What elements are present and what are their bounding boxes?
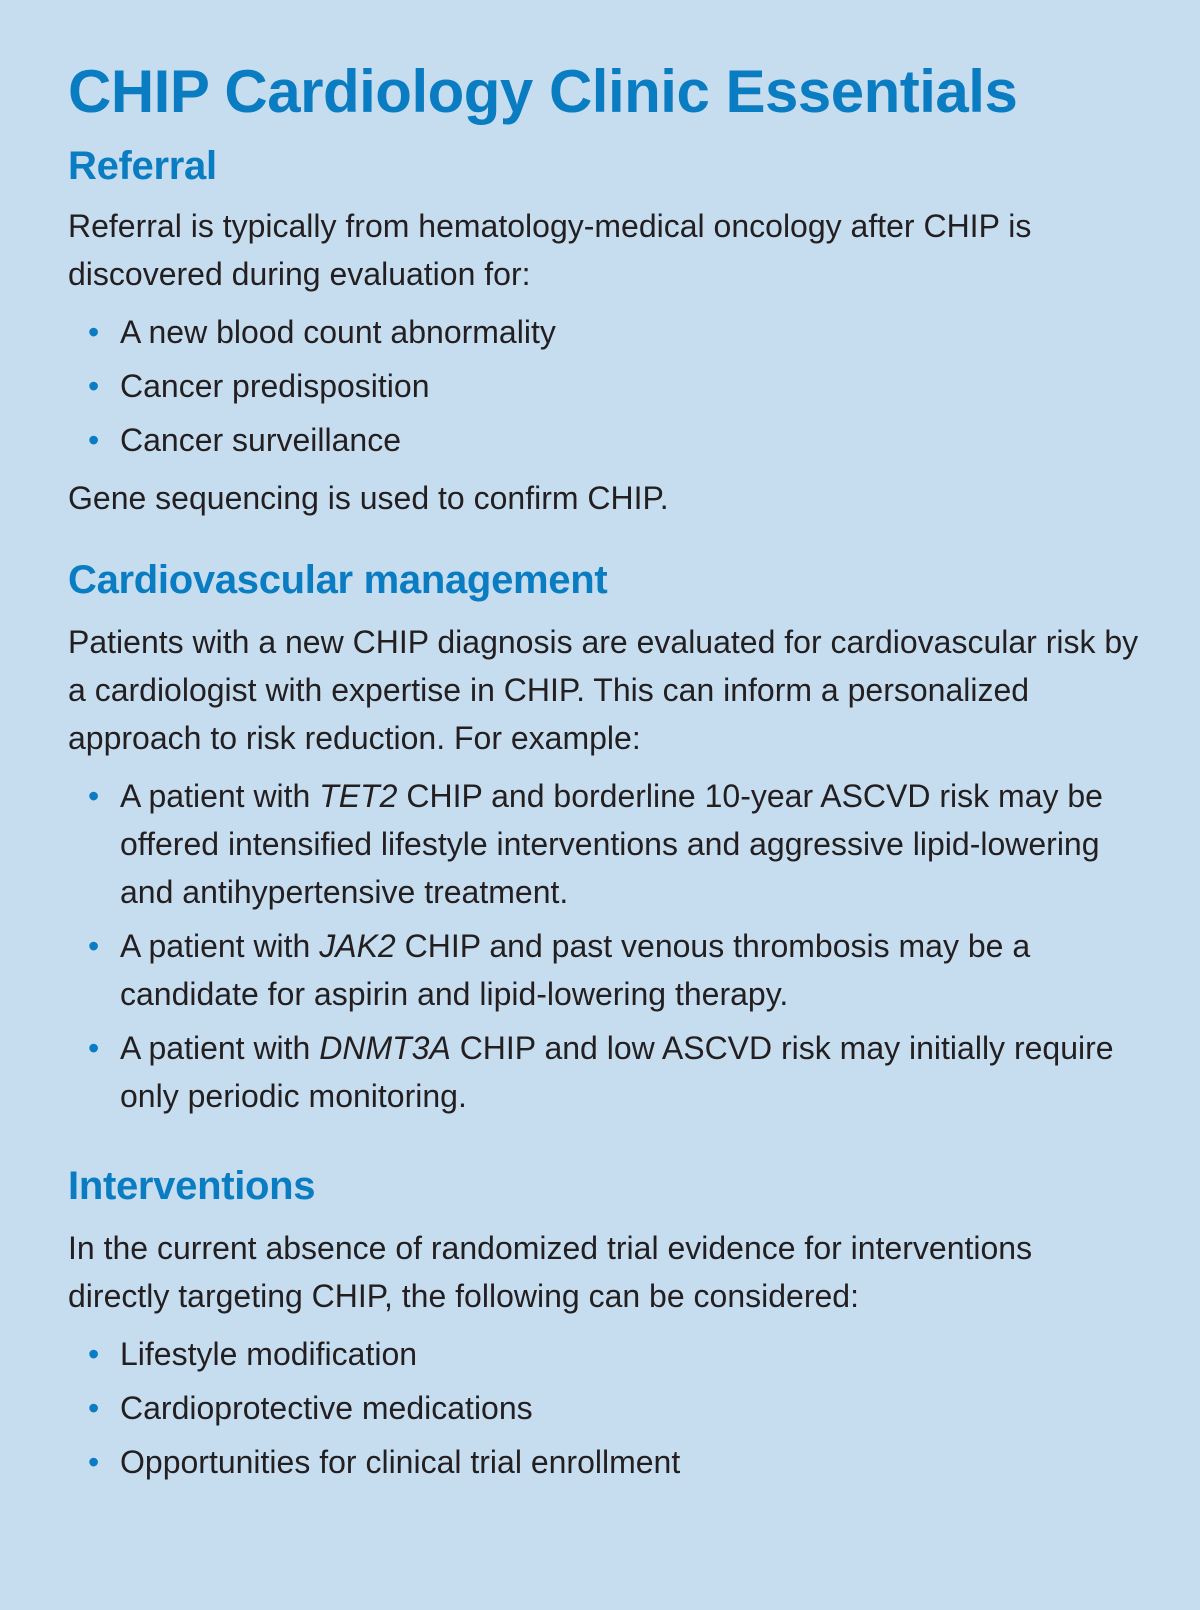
intervention-item-lifestyle: • Lifestyle modification [68,1330,1140,1378]
cardio-lead: Patients with a new CHIP diagnosis are evaluated for cardiovascular risk by a cardiologist with expertise in CHIP. This can inform a personalized approach to risk reduction. For example: [68,624,1139,756]
example-text: CHIP and past venous thrombosis may be a candidate for aspirin and lipid-lowering therapy. [120,928,1031,1012]
gene-name-tet2: TET2 [319,778,398,814]
referral-list [68,308,1140,464]
intervention-item-medications: • Cardioprotective medications [68,1384,1140,1432]
referral-lead: Referral is typically from hematology-medical oncology after CHIP is discovered during evaluation for: [68,208,1032,292]
referral-item-predisposition: • Cancer predisposition [68,362,1140,410]
cardio-heading: Cardiovascular management [68,558,608,602]
page-title: CHIP Cardiology Clinic Essentials [68,58,1018,125]
example-text: CHIP and borderline 10-year ASCVD risk may be offered intensified lifestyle interventions and aggressive lipid-lowering and antihypertensive treatment. [120,778,1103,910]
example-prefix: A patient with [120,1030,320,1066]
referral-item-blood-count: • A new blood count abnormality [68,308,1140,356]
cardiovascular-management-section [68,556,1140,1120]
cardio-example-list [68,772,1140,1120]
referral-note: Gene sequencing is used to confirm CHIP. [68,480,669,516]
referral-item-surveillance: • Cancer surveillance [68,416,1140,464]
example-text: CHIP and low ASCVD risk may initially require only periodic monitoring. [120,1030,1114,1114]
example-prefix: A patient with [120,778,320,814]
gene-name-dnmt3a: DNMT3A [319,1030,451,1066]
interventions-section [68,1162,1140,1486]
interventions-heading: Interventions [68,1164,316,1208]
referral-section [68,142,1140,522]
referral-heading: Referral [68,144,217,188]
interventions-list [68,1330,1140,1486]
gene-name-jak2: JAK2 [319,928,396,964]
cardio-example-jak2 [68,922,1140,1018]
cardio-example-tet2 [68,772,1140,916]
intervention-item-trials: • Opportunities for clinical trial enrollment [68,1438,1140,1486]
cardio-example-dnmt3a [68,1024,1140,1120]
example-prefix: A patient with [120,928,320,964]
interventions-lead: In the current absence of randomized trial evidence for interventions directly targeting CHIP, the following can be considered: [68,1230,1033,1314]
